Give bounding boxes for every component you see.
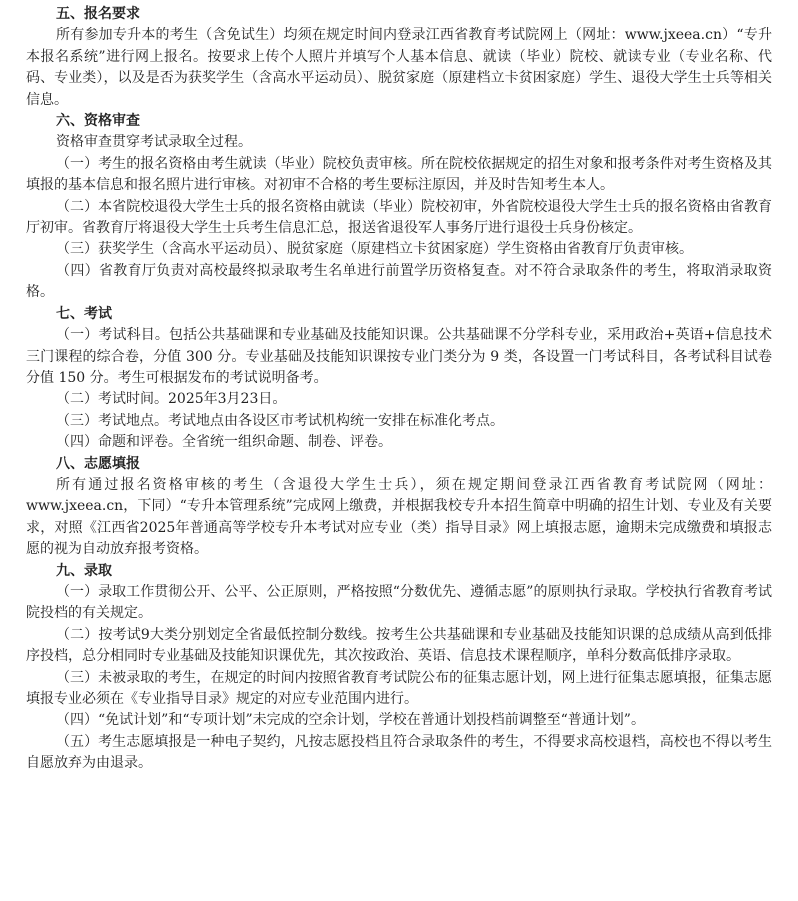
paragraph: 所有参加专升本的考生（含免试生）均须在规定时间内登录江西省教育考试院网上（网址：www.jxeea.cn）“专升本报名系统”进行网上报名。按要求上传个人照片并填写个人基本信息、就读（毕业）院校、就读专业（专业名称、代码、专业类），以及是否为获奖学生（含高水平运动员）、脱贫家庭（原建档立卡贫困家庭）学生、退役大学生士兵等相关信息。: [26, 27, 772, 108]
paragraph: 所有通过报名资格审核的考生（含退役大学生士兵），须在规定期间登录江西省教育考试院网（网址：www.jxeea.cn，下同）“专升本管理系统”完成网上缴费，并根据我校专升本招生简章中明确的招生计划、专业及有关要求，对照《江西省2025年普通高等学校专升本考试对应专业（类）指导目录》网上填报志愿，逾期未完成缴费和填报志愿的视为自动放弃报考资格。: [26, 476, 772, 558]
paragraph: （一）录取工作贯彻公开、公平、公正原则，严格按照“分数优先、遵循志愿”的原则执行录取。学校执行省教育考试院投档的有关规定。: [26, 583, 772, 622]
section-heading: 六、资格审查: [56, 113, 140, 130]
paragraph: （二）按考试9大类分别划定全省最低控制分数线。按考生公共基础课和专业基础及技能知识课的总成绩从高到低排序投档，总分相同时专业基础及技能知识课优先，其次按政治、英语、信息技术课程顺序，单科分数高低排序录取。: [26, 626, 772, 665]
paragraph: （一）考生的报名资格由考生就读（毕业）院校负责审核。所在院校依据规定的招生对象和报考条件对考生资格及其填报的基本信息和报名照片进行审核。对初审不合格的考生要标注原因，并及时告知考生本人。: [26, 155, 772, 194]
paragraph: 资格审查贯穿考试录取全过程。: [56, 134, 252, 151]
paragraph: （一）考试科目。包括公共基础课和专业基础及技能知识课。公共基础课不分学科专业，采用政治+英语+信息技术三门课程的综合卷，分值 300 分。专业基础及技能知识课按专业门类分为 9 类，各设置一门考试科目，各考试科目试卷分值 150 分。考生可根据发布的考试说明备考。: [26, 327, 772, 386]
paragraph: （三）获奖学生（含高水平运动员）、脱贫家庭（原建档立卡贫困家庭）学生资格由省教育厅负责审核。: [56, 241, 693, 258]
section-qualification-review: [26, 111, 772, 304]
paragraph: （四）省教育厅负责对高校最终拟录取考生名单进行前置学历资格复查。对不符合录取条件的考生，将取消录取资格。: [26, 262, 772, 301]
paragraph: （三）考试地点。考试地点由各设区市考试机构统一安排在标准化考点。: [56, 412, 504, 429]
paragraph: （五）考生志愿填报是一种电子契约，凡按志愿投档且符合录取条件的考生，不得要求高校退档，高校也不得以考生自愿放弃为由退录。: [26, 733, 772, 772]
paragraph: （二）考试时间。2025年3月23日。: [56, 391, 287, 408]
paragraph: （四）“免试计划”和“专项计划”未完成的空余计划，学校在普通计划投档前调整至“普通计划”。: [56, 712, 645, 729]
section-registration-requirements: [26, 4, 772, 111]
section-heading: 七、考试: [56, 305, 112, 322]
section-admission: [26, 561, 772, 775]
section-examination: [26, 304, 772, 454]
paragraph: （四）命题和评卷。全省统一组织命题、制卷、评卷。: [56, 434, 392, 451]
section-application-filling: [26, 454, 772, 561]
section-heading: 八、志愿填报: [56, 455, 140, 472]
paragraph: （二）本省院校退役大学生士兵的报名资格由就读（毕业）院校初审，外省院校退役大学生士兵的报名资格由省教育厅初审。省教育厅将退役大学生士兵考生信息汇总，报送省退役军人事务厅进行退役士兵身份核定。: [26, 198, 772, 237]
section-heading: 五、报名要求: [56, 6, 140, 22]
section-heading: 九、录取: [56, 562, 112, 579]
paragraph: （三）未被录取的考生，在规定的时间内按照省教育考试院公布的征集志愿计划，网上进行征集志愿填报，征集志愿填报专业必须在《专业指导目录》规定的对应专业范围内进行。: [26, 669, 772, 707]
